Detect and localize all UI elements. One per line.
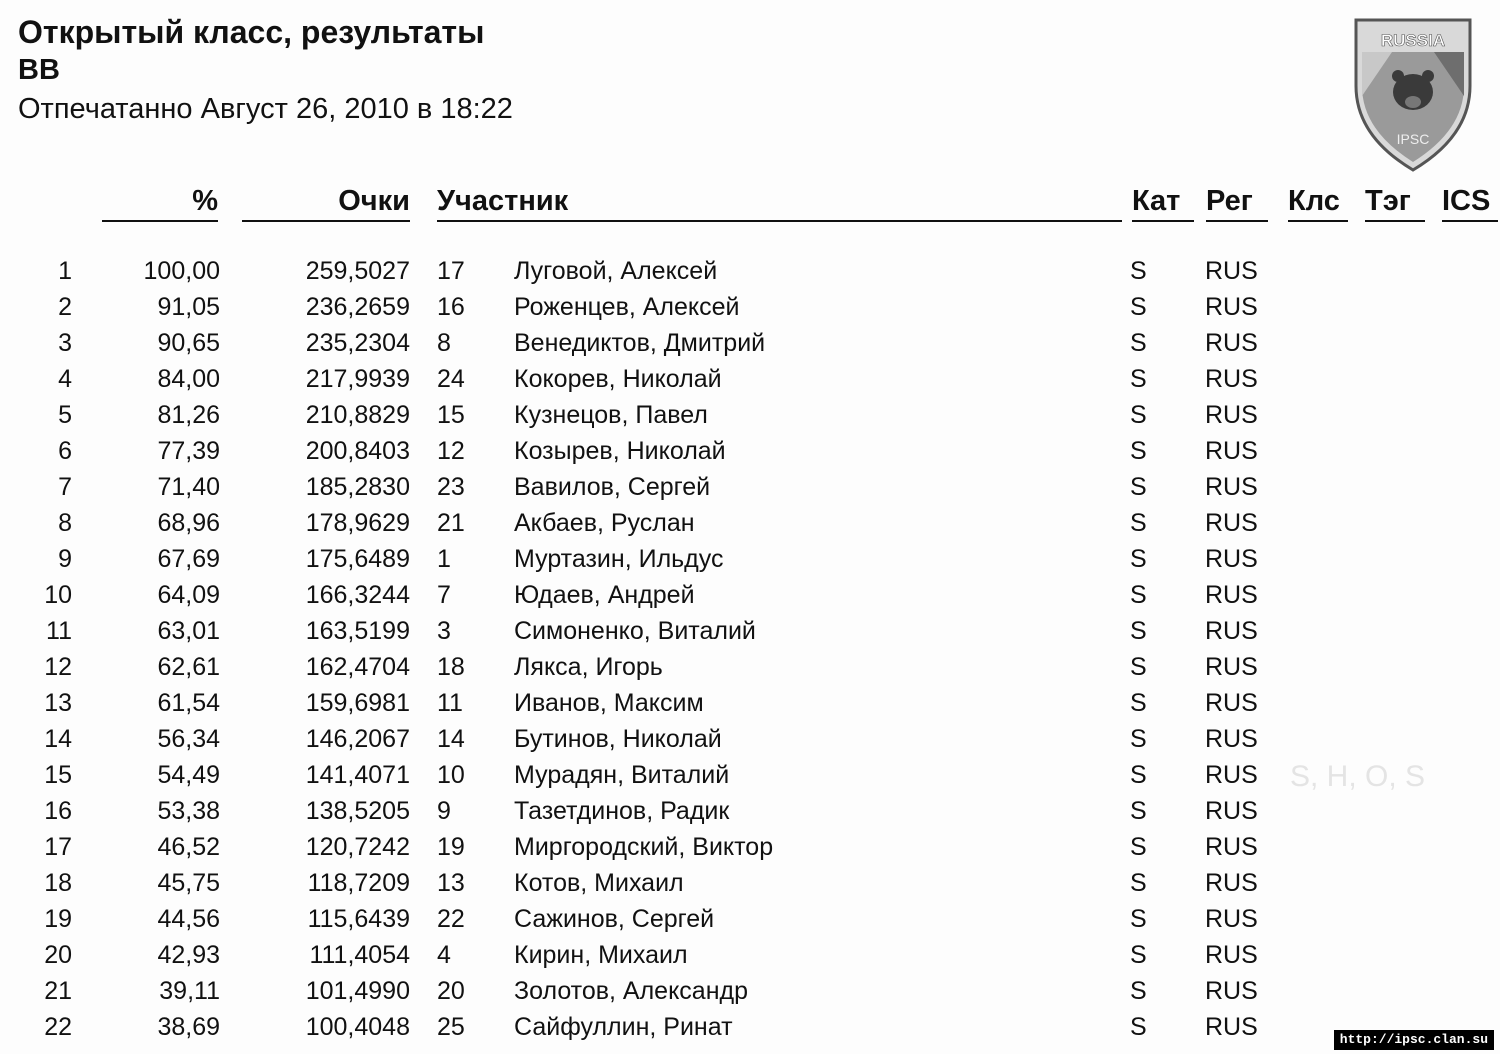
region-cell: RUS — [1205, 977, 1258, 1005]
watermark-url: http://ipsc.clan.su — [1334, 1030, 1494, 1050]
rank-cell: 14 — [44, 725, 72, 753]
points-cell: 120,7242 — [305, 833, 410, 861]
column-header-label: % — [192, 185, 218, 217]
points-cell: 118,7209 — [307, 869, 410, 897]
region-cell: RUS — [1205, 401, 1258, 429]
points-cell: 236,2659 — [305, 293, 410, 321]
percent-cell: 100,00 — [143, 257, 220, 285]
rank-cell: 15 — [44, 761, 72, 789]
category-cell: S — [1130, 653, 1147, 681]
competitor-name-cell: Роженцев, Алексей — [514, 293, 740, 321]
region-cell: RUS — [1205, 617, 1258, 645]
competitor-number-cell: 20 — [437, 977, 465, 1005]
table-row — [0, 616, 1500, 652]
rank-cell: 2 — [58, 293, 72, 321]
printed-date: Отпечатанно Август 26, 2010 в 18:22 — [18, 93, 513, 125]
competitor-name-cell: Вавилов, Сергей — [514, 473, 711, 501]
points-cell: 235,2304 — [305, 329, 410, 357]
region-cell: RUS — [1205, 329, 1258, 357]
percent-cell: 56,34 — [157, 725, 220, 753]
points-cell: 146,2067 — [305, 725, 410, 753]
category-cell: S — [1130, 725, 1147, 753]
competitor-number-cell: 14 — [437, 725, 465, 753]
points-cell: 200,8403 — [305, 437, 410, 465]
rank-cell: 19 — [44, 905, 72, 933]
category-cell: S — [1130, 797, 1147, 825]
rank-cell: 8 — [58, 509, 72, 537]
competitor-name-cell: Венедиктов, Дмитрий — [514, 329, 766, 357]
column-header-label: Клс — [1288, 185, 1340, 217]
percent-cell: 91,05 — [157, 293, 220, 321]
category-cell: S — [1130, 509, 1147, 537]
region-cell: RUS — [1205, 833, 1258, 861]
region-cell: RUS — [1205, 689, 1258, 717]
table-row — [0, 292, 1500, 328]
points-cell: 175,6489 — [305, 545, 410, 573]
region-cell: RUS — [1205, 653, 1258, 681]
logo-org-text: IPSC — [1396, 131, 1430, 147]
category-cell: S — [1130, 905, 1147, 933]
table-row — [0, 580, 1500, 616]
points-cell: 162,4704 — [305, 653, 410, 681]
percent-cell: 61,54 — [157, 689, 220, 717]
category-cell: S — [1130, 257, 1147, 285]
percent-cell: 71,40 — [157, 473, 220, 501]
rank-cell: 7 — [58, 473, 72, 501]
region-cell: RUS — [1205, 293, 1258, 321]
category-cell: S — [1130, 617, 1147, 645]
table-row — [0, 868, 1500, 904]
col-header-cat — [1132, 184, 1194, 220]
competitor-number-cell: 22 — [437, 905, 465, 933]
rank-cell: 18 — [44, 869, 72, 897]
table-row — [0, 652, 1500, 688]
region-cell: RUS — [1205, 365, 1258, 393]
percent-cell: 90,65 — [157, 329, 220, 357]
competitor-name-cell: Кузнецов, Павел — [514, 401, 708, 429]
table-row — [0, 832, 1500, 868]
category-cell: S — [1130, 401, 1147, 429]
category-cell: S — [1130, 761, 1147, 789]
rank-cell: 17 — [44, 833, 72, 861]
competitor-number-cell: 3 — [437, 617, 451, 645]
points-cell: 185,2830 — [305, 473, 410, 501]
competitor-name-cell: Луговой, Алексей — [514, 257, 718, 285]
table-row — [0, 544, 1500, 580]
competitor-number-cell: 18 — [437, 653, 465, 681]
percent-cell: 63,01 — [157, 617, 220, 645]
category-cell: S — [1130, 545, 1147, 573]
competitor-name-cell: Юдаев, Андрей — [514, 581, 695, 609]
percent-cell: 67,69 — [157, 545, 220, 573]
percent-cell: 68,96 — [157, 509, 220, 537]
competitor-name-cell: Мурадян, Виталий — [514, 761, 730, 789]
category-cell: S — [1130, 365, 1147, 393]
category-cell: S — [1130, 1013, 1147, 1041]
rank-cell: 13 — [44, 689, 72, 717]
competitor-number-cell: 13 — [437, 869, 465, 897]
region-cell: RUS — [1205, 905, 1258, 933]
competitor-number-cell: 23 — [437, 473, 465, 501]
competitor-name-cell: Кокорев, Николай — [514, 365, 722, 393]
percent-cell: 84,00 — [157, 365, 220, 393]
competitor-number-cell: 4 — [437, 941, 451, 969]
competitor-name-cell: Котов, Михаил — [514, 869, 684, 897]
points-cell: 111,4054 — [309, 941, 410, 969]
table-row — [0, 940, 1500, 976]
competitor-name-cell: Сажинов, Сергей — [514, 905, 715, 933]
table-row — [0, 400, 1500, 436]
table-row — [0, 364, 1500, 400]
competitor-number-cell: 17 — [437, 257, 465, 285]
percent-cell: 81,26 — [157, 401, 220, 429]
rank-cell: 11 — [46, 617, 72, 645]
rank-cell: 1 — [58, 257, 72, 285]
col-header-pct — [102, 184, 218, 220]
points-cell: 210,8829 — [305, 401, 410, 429]
ipsc-russia-logo — [1352, 16, 1474, 174]
competitor-number-cell: 24 — [437, 365, 465, 393]
points-cell: 100,4048 — [305, 1013, 410, 1041]
category-cell: S — [1130, 689, 1147, 717]
table-row — [0, 976, 1500, 1012]
region-cell: RUS — [1205, 257, 1258, 285]
competitor-name-cell: Миргородский, Виктор — [514, 833, 774, 861]
competitor-number-cell: 21 — [437, 509, 465, 537]
rank-cell: 21 — [44, 977, 72, 1005]
competitor-name-cell: Сайфуллин, Ринат — [514, 1013, 733, 1041]
competitor-name-cell: Кирин, Михаил — [514, 941, 688, 969]
competitor-name-cell: Симоненко, Виталий — [514, 617, 756, 645]
percent-cell: 45,75 — [157, 869, 220, 897]
column-header-label: Участник — [437, 185, 569, 217]
region-cell: RUS — [1205, 797, 1258, 825]
region-cell: RUS — [1205, 869, 1258, 897]
region-cell: RUS — [1205, 1013, 1258, 1041]
table-row — [0, 1012, 1500, 1048]
table-row — [0, 688, 1500, 724]
points-cell: 217,9939 — [305, 365, 410, 393]
category-cell: S — [1130, 941, 1147, 969]
region-cell: RUS — [1205, 581, 1258, 609]
competitor-number-cell: 9 — [437, 797, 451, 825]
column-header-label: ICS — [1442, 185, 1491, 217]
points-cell: 166,3244 — [305, 581, 410, 609]
competitor-number-cell: 16 — [437, 293, 465, 321]
table-row — [0, 472, 1500, 508]
competitor-number-cell: 7 — [437, 581, 451, 609]
category-cell: S — [1130, 833, 1147, 861]
table-row — [0, 760, 1500, 796]
column-header-label: Очки — [338, 185, 410, 217]
points-cell: 138,5205 — [305, 797, 410, 825]
percent-cell: 39,11 — [159, 977, 220, 1005]
competitor-number-cell: 8 — [437, 329, 451, 357]
percent-cell: 42,93 — [157, 941, 220, 969]
rank-cell: 4 — [58, 365, 72, 393]
bleed-through-mark: S, H, O, S — [1290, 760, 1426, 793]
region-cell: RUS — [1205, 545, 1258, 573]
rank-cell: 6 — [58, 437, 72, 465]
table-row — [0, 508, 1500, 544]
rank-cell: 20 — [44, 941, 72, 969]
page-title: Открытый класс, результаты — [18, 14, 485, 50]
col-header-participant — [437, 184, 1122, 220]
percent-cell: 44,56 — [157, 905, 220, 933]
points-cell: 178,9629 — [305, 509, 410, 537]
column-header-label: Рег — [1206, 185, 1253, 217]
competitor-name-cell: Иванов, Максим — [514, 689, 704, 717]
column-header-label: Кат — [1132, 185, 1181, 217]
rank-cell: 9 — [58, 545, 72, 573]
competitor-name-cell: Муртазин, Ильдус — [514, 545, 724, 573]
points-cell: 101,4990 — [305, 977, 410, 1005]
category-cell: S — [1130, 977, 1147, 1005]
points-cell: 259,5027 — [305, 257, 410, 285]
page-subtitle: BB — [18, 54, 60, 86]
competitor-number-cell: 15 — [437, 401, 465, 429]
competitor-name-cell: Золотов, Александр — [514, 977, 749, 1005]
percent-cell: 53,38 — [157, 797, 220, 825]
rank-cell: 10 — [44, 581, 72, 609]
region-cell: RUS — [1205, 941, 1258, 969]
competitor-number-cell: 10 — [437, 761, 465, 789]
col-header-cls — [1288, 184, 1348, 220]
competitor-number-cell: 12 — [437, 437, 465, 465]
category-cell: S — [1130, 581, 1147, 609]
rank-cell: 12 — [44, 653, 72, 681]
competitor-number-cell: 1 — [437, 545, 451, 573]
percent-cell: 46,52 — [157, 833, 220, 861]
percent-cell: 77,39 — [157, 437, 220, 465]
table-row — [0, 328, 1500, 364]
table-row — [0, 724, 1500, 760]
table-row — [0, 904, 1500, 940]
category-cell: S — [1130, 437, 1147, 465]
points-cell: 115,6439 — [307, 905, 410, 933]
percent-cell: 62,61 — [157, 653, 220, 681]
percent-cell: 54,49 — [157, 761, 220, 789]
percent-cell: 64,09 — [157, 581, 220, 609]
rank-cell: 3 — [58, 329, 72, 357]
points-cell: 163,5199 — [305, 617, 410, 645]
region-cell: RUS — [1205, 437, 1258, 465]
category-cell: S — [1130, 473, 1147, 501]
col-header-tag — [1365, 184, 1425, 220]
points-cell: 159,6981 — [305, 689, 410, 717]
category-cell: S — [1130, 329, 1147, 357]
competitor-number-cell: 25 — [437, 1013, 465, 1041]
rank-cell: 16 — [44, 797, 72, 825]
region-cell: RUS — [1205, 509, 1258, 537]
competitor-name-cell: Бутинов, Николай — [514, 725, 722, 753]
logo-country-text: RUSSIA — [1380, 31, 1446, 50]
column-header-label: Тэг — [1365, 185, 1411, 217]
competitor-number-cell: 19 — [437, 833, 465, 861]
col-header-points — [242, 184, 410, 220]
category-cell: S — [1130, 293, 1147, 321]
col-header-reg — [1206, 184, 1268, 220]
competitor-name-cell: Козырев, Николай — [514, 437, 726, 465]
competitor-number-cell: 11 — [437, 689, 463, 717]
points-cell: 141,4071 — [305, 761, 410, 789]
percent-cell: 38,69 — [157, 1013, 220, 1041]
table-row — [0, 436, 1500, 472]
table-row — [0, 796, 1500, 832]
competitor-name-cell: Тазетдинов, Радик — [514, 797, 730, 825]
col-header-ics — [1442, 184, 1498, 220]
region-cell: RUS — [1205, 473, 1258, 501]
rank-cell: 5 — [58, 401, 72, 429]
rank-cell: 22 — [44, 1013, 72, 1041]
competitor-name-cell: Акбаев, Руслан — [514, 509, 695, 537]
competitor-name-cell: Лякса, Игорь — [514, 653, 663, 681]
region-cell: RUS — [1205, 725, 1258, 753]
table-row — [0, 256, 1500, 292]
category-cell: S — [1130, 869, 1147, 897]
region-cell: RUS — [1205, 761, 1258, 789]
